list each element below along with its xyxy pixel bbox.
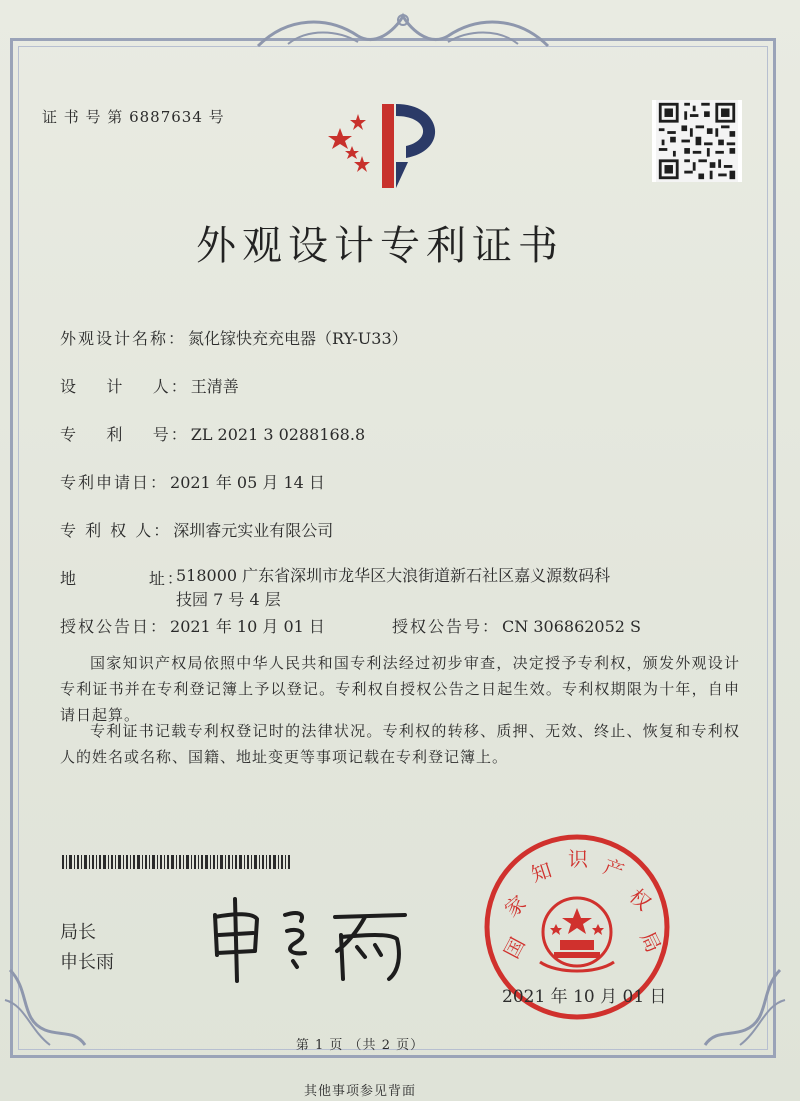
patent-number-value: ZL 2021 3 0288168.8: [190, 425, 366, 444]
address-row: [60, 566, 185, 589]
director-name: 申长雨: [60, 952, 114, 973]
page-number: 第 1 页 （共 2 页）: [295, 1038, 425, 1053]
grant-date-label: 授权公告日：: [60, 617, 169, 636]
designer-row: [60, 374, 239, 397]
designer-label: 设 计 人：: [60, 377, 189, 396]
cnipa-logo-icon: [322, 96, 462, 196]
qr-code: [652, 100, 742, 182]
certificate-number: 证 书 号 第 6887634 号: [42, 108, 225, 126]
designer-value: 王清善: [190, 377, 239, 396]
design-name-label: 外观设计名称：: [60, 329, 187, 348]
grant-number-value: CN 306862052 S: [502, 617, 642, 636]
grant-date-row: [60, 614, 325, 637]
patentee-row: [60, 518, 333, 541]
patentee-label: 专 利 权 人：: [60, 521, 172, 540]
top-ornament: [248, 6, 558, 56]
svg-text:识: 识: [568, 847, 588, 871]
patent-number-row: [60, 422, 365, 445]
svg-text:知: 知: [528, 857, 555, 887]
seal-date: 2021 年 10 月 01 日: [502, 987, 667, 1007]
grant-number-label: 授权公告号：: [392, 617, 501, 636]
certificate-title: 外观设计专利证书: [196, 223, 564, 269]
grant-number-row: [392, 614, 641, 637]
filing-date-label: 专利申请日：: [60, 473, 169, 492]
grant-date-value: 2021 年 10 月 01 日: [170, 617, 325, 636]
footer-note: 其他事项参见背面: [303, 1084, 416, 1099]
body-paragraph-2: 专利证书记载专利权登记时的法律状况。专利权的转移、质押、无效、终止、恢复和专利权人的姓名或名称、国籍、地址变更等事项记载在专利登记簿上。: [60, 722, 740, 766]
svg-text:产: 产: [600, 854, 628, 884]
svg-text:国: 国: [499, 933, 530, 963]
patentee-value: 深圳睿元实业有限公司: [173, 521, 334, 540]
svg-text:权: 权: [624, 883, 656, 916]
design-name-value: 氮化镓快充充电器（RY-U33）: [188, 329, 408, 348]
barcode: [62, 855, 290, 869]
design-name-row: [60, 326, 408, 349]
filing-date-row: [60, 470, 325, 493]
body-paragraph-1: 国家知识产权局依照中华人民共和国专利法经过初步审查，决定授予专利权，颁发外观设计专利证书并在专利登记簿上予以登记。专利权自授权公告之日起生效。专利权期限为十年，自申请日起算。: [60, 654, 740, 724]
svg-text:局: 局: [635, 927, 666, 957]
address-value: 518000 广东省深圳市龙华区大浪街道新石社区嘉义源数码科技园 7 号 4 层: [176, 566, 611, 609]
director-title: 局长: [60, 922, 96, 943]
svg-text:家: 家: [499, 890, 531, 922]
handwritten-signature: [205, 895, 415, 985]
filing-date-value: 2021 年 05 月 14 日: [170, 473, 325, 492]
address-label: 地 址：: [60, 569, 185, 588]
patent-number-label: 专 利 号：: [60, 425, 189, 444]
